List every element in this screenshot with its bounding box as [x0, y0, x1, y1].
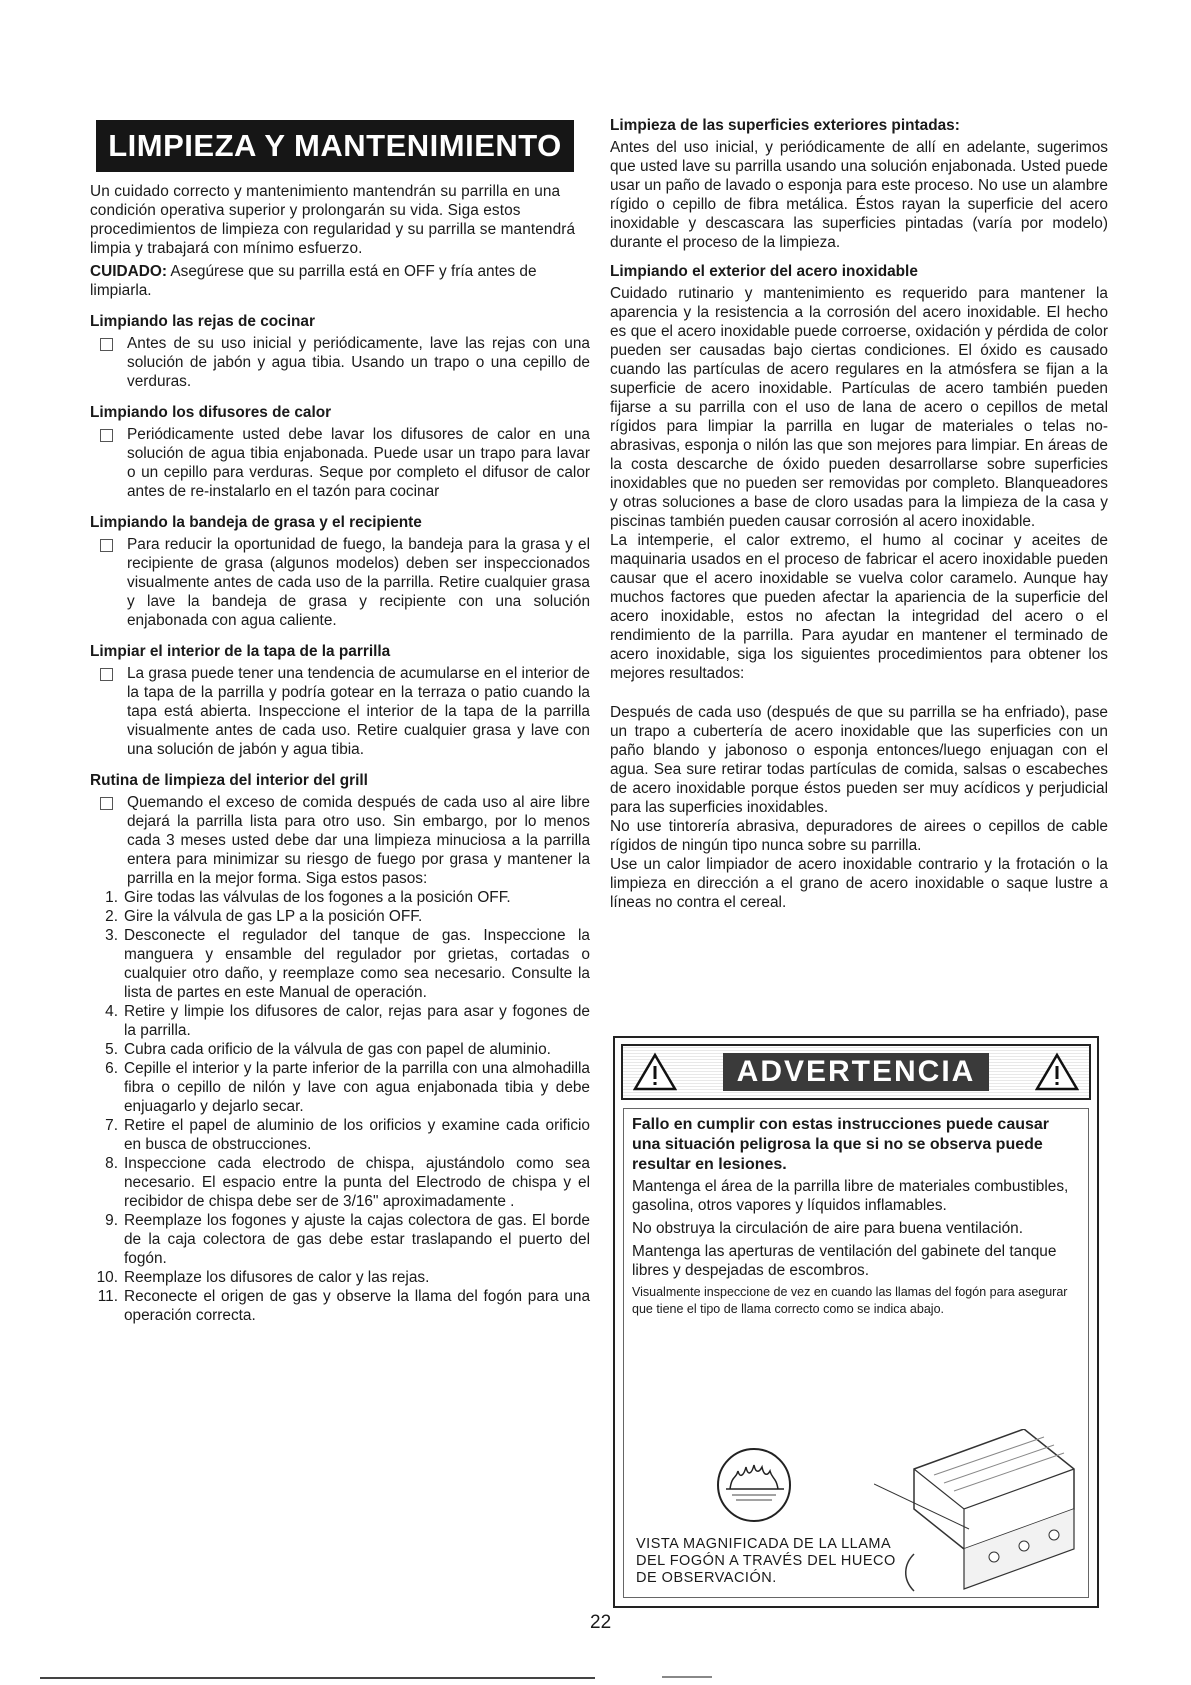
- section-heading-lid: Limpiar el interior de la tapa de la parrilla: [90, 643, 391, 660]
- list-item: 10. Reemplaze los difusores de calor y las rejas.: [96, 1269, 430, 1286]
- bullet-grates: [90, 334, 590, 391]
- burner-flame-icon: [714, 1445, 794, 1525]
- list-item: 7. Retire el papel de aluminio de los orificios y examine cada orificio en busca de obstrucciones.: [105, 1117, 590, 1153]
- warning-paragraph: No obstruya la circulación de aire para buena ventilación.: [632, 1220, 1023, 1237]
- stainless-paragraph-1: Cuidado rutinario y mantenimiento es requerido para mantener la aparencia y la resistencia a la corrosión del acero inoxidable. El hecho es que el acero inoxidable puede corroerse, oxidación y pérdida de color pueden ser causadas bajo ciertas condiciones. El óxido es causado cuando las partículas de acero regulares en la atmósfera se fijan a la superficie de acero inoxidable. Partículas de acero también pueden fijarse a su parrilla con el uso de lana de acero o cepillos de metal rígidos para limpiar la parrilla en lugar de materiales o telas no-abrasivas, esponja o nilón las que son mejores para limpiar. En áreas de la costa descarche de óxido pueden desarrollarse sobre superficies inoxidables que no pueden ser removidas por completo. Blanqueadores y otras soluciones a base de cloro usadas para la limpieza de la casa y piscinas también pueden causar corrosión al acero inoxidable.: [610, 285, 1108, 530]
- checkbox-square-icon: [100, 338, 113, 351]
- stainless-paragraph-5: Use un calor limpiador de acero inoxidable contrario y la frotación o la limpieza en dirección a el grano de acero inoxidable o saque lustre a líneas no contra el cereal.: [610, 856, 1108, 911]
- bullet-grease-tray: [90, 535, 590, 630]
- list-item: 1. Gire todas las válvulas de los fogones a la posición OFF.: [105, 889, 511, 906]
- list-item: 8. Inspeccione cada electrodo de chispa, ajustándolo como sea necesario. El espacio entre la punta del Electrodo de chispa y el recibidor de chispa debe ser de 3/16" aproximadamente .: [105, 1155, 590, 1210]
- section-heading-painted: Limpieza de las superficies exteriores pintadas:: [610, 117, 960, 134]
- bullet-text: La grasa puede tener una tendencia de acumularse en el interior de la tapa de la parrilla y podría gotear en la terraza o patio cuando la tapa está abierta. Inspeccione el interior de la tapa de la parrilla visualmente antes de cada uso. Retire cualquier grasa y lave con una solución de jabón y agua tibia.: [127, 665, 590, 758]
- page-title: LIMPIEZA Y MANTENIMIENTO: [96, 120, 574, 172]
- intro-paragraph: Un cuidado correcto y mantenimiento mantendrán su parrilla en una condición operativa superior y prolongarán su vida. Siga estos procedimientos de limpieza con regularidad y su parrilla se mantendrá limpia y trabajará con mínimo esfuerzo.: [90, 183, 576, 257]
- warning-triangle-icon: [633, 1052, 677, 1092]
- list-item: 2. Gire la válvula de gas LP a la posición OFF.: [105, 908, 423, 925]
- warning-paragraph: Mantenga el área de la parrilla libre de materiales combustibles, gasolina, otros vapores y líquidos inflamables.: [632, 1178, 1069, 1214]
- divider: [662, 1676, 712, 1678]
- section-heading-grease-tray: Limpiando la bandeja de grasa y el recipiente: [90, 514, 422, 531]
- bullet-text: Periódicamente usted debe lavar los difusores de calor en una solución de agua tibia enjabonada. Puede usar un trapo para lavar o un cepillo para verduras. Seque por completo el difusor de calor antes de re-instalarlo en el tazón para cocinar: [127, 426, 590, 500]
- bullet-text: Antes de su uso inicial y periódicamente, lave las rejas con una solución de jabón y agua tibia. Usando un trapo o una cepillo de verduras.: [127, 335, 590, 390]
- left-column: [90, 120, 590, 1325]
- bullet-text: Quemando el exceso de comida después de cada uso al aire libre dejará la parrilla lista para otro uso. Sin embargo, por lo menos cada 3 meses usted debe dar una limpieza minuciosa a la parrilla entera para minimizar su riesgo de fuego por grasa y mantener la parrilla en la mejor forma. Siga estos pasos:: [127, 794, 590, 887]
- caution-text: Asegúrese que su parrilla está en OFF y fría antes de limpiarla.: [90, 263, 537, 299]
- bullet-text: Para reducir la oportunidad de fuego, la bandeja para la grasa y el recipiente de grasa (algunos modelos) deben ser inspeccionados visualmente antes de cada uso de la parrilla. Retire cualquier grasa y lave la bandeja de grasa y recipiente con una solución enjabonada con agua caliente.: [127, 536, 590, 629]
- caution-label: CUIDADO:: [90, 263, 167, 280]
- warning-box: [613, 1036, 1099, 1608]
- list-item: 9. Reemplaze los fogones y ajuste la cajas colectora de gas. El borde de la caja colectora de gas debe estar traslapando el puerto del fogón.: [105, 1212, 590, 1267]
- checkbox-square-icon: [100, 668, 113, 681]
- checkbox-square-icon: [100, 797, 113, 810]
- section-heading-interior-routine: Rutina de limpieza del interior del grill: [90, 772, 368, 789]
- grill-illustration-icon: [874, 1429, 1084, 1599]
- list-item: 11. Reconecte el origen de gas y observe la llama del fogón para una operación correcta.: [97, 1288, 590, 1324]
- page-number: 22: [590, 1612, 612, 1633]
- list-item: 6. Cepille el interior y la parte inferior de la parrilla con una almohadilla fibra o cepillo de nilón y lave con agua enjabonada tibia y debe enjuagarlo y dejarlo secar.: [105, 1060, 590, 1115]
- checkbox-square-icon: [100, 429, 113, 442]
- warning-triangle-icon: [1035, 1052, 1079, 1092]
- bullet-diffusers: [90, 425, 590, 501]
- warning-title: ADVERTENCIA: [723, 1053, 990, 1091]
- warning-paragraph: Mantenga las aperturas de ventilación del gabinete del tanque libres y despejadas de escombros.: [632, 1243, 1057, 1279]
- warning-paragraph: Visualmente inspeccione de vez en cuando las llamas del fogón para asegurar que tiene el tipo de llama correcto como se indica abajo.: [632, 1285, 1068, 1316]
- list-item: 3. Desconecte el regulador del tanque de gas. Inspeccione la manguera y ensamble del regulador por grietas, cortadas o cualquier otro daño, y reemplaze como sea necesario. Consulte la lista de partes en este Manual de operación.: [105, 927, 590, 1001]
- list-item: 5. Cubra cada orificio de la válvula de gas con papel de aluminio.: [105, 1041, 551, 1058]
- section-heading-stainless: Limpiando el exterior del acero inoxidable: [610, 263, 918, 280]
- bullet-interior-routine: [90, 793, 590, 888]
- stainless-paragraph-4: No use tintorería abrasiva, depuradores de airees o cepillos de cable rígidos de ningún tipo nunca sobre su parrilla.: [610, 818, 1108, 854]
- section-heading-diffusers: Limpiando los difusores de calor: [90, 404, 332, 421]
- checkbox-square-icon: [100, 539, 113, 552]
- section-heading-grates: Limpiando las rejas de cocinar: [90, 313, 315, 330]
- list-item: 4. Retire y limpie los difusores de calor, rejas para asar y fogones de la parrilla.: [105, 1003, 590, 1039]
- bullet-lid: [90, 664, 590, 759]
- right-column: [610, 114, 1108, 912]
- caution-paragraph: [90, 262, 590, 300]
- figure-caption: VISTA MAGNIFICADA DE LA LLAMA DEL FOGÓN A TRAVÉS DEL HUECO DE OBSERVACIÓN.: [636, 1536, 896, 1586]
- divider: [40, 1677, 595, 1679]
- stainless-paragraph-3: Después de cada uso (después de que su parrilla se ha enfriado), pase un trapo a cubertería de acero inoxidable que las superficies con un paño blando y jabonoso o esponja entonces/luego enjuagan con el agua. Sea sure retirar todas partículas de comida, salsas o escabeches de acero inoxidable porque éstos pueden ser muy acídicos y perjudicial para las superficies inoxidables.: [610, 704, 1108, 816]
- painted-paragraph: Antes del uso inicial, y periódicamente de allí en adelante, sugerimos que usted lave su parrilla usando una solución enjabonada. Usted puede usar un paño de lavado o esponja para este proceso. No use un alambre rígido o cepillo de fibra metálica. Éstos rayan la superficie del acero inoxidable y descascara las superficies pintadas (varía por modelo) durante el proceso de la limpieza.: [610, 139, 1108, 251]
- warning-body: [623, 1108, 1089, 1598]
- warning-lead: Fallo en cumplir con estas instrucciones puede causar una situación peligrosa la que si no se observa puede resultar en lesiones.: [632, 1116, 1050, 1173]
- stainless-paragraph-2: La intemperie, el calor extremo, el humo al cocinar y aceites de maquinaria usados en el proceso de fabricar el acero inoxidable pueden causar que el acero inoxidable se vuelva color caramelo. Aunque hay muchos factores que pueden afectar la apariencia de la superficie del acero inoxidable, estos no afectan la integridad del acero o el rendimiento de la parrilla. Para ayudar en mantener el terminado de acero inoxidable, siga los siguientes procedimientos para obtener los mejores resultados:: [610, 532, 1108, 682]
- cleaning-steps-list: [90, 888, 590, 1325]
- warning-header: [621, 1044, 1091, 1100]
